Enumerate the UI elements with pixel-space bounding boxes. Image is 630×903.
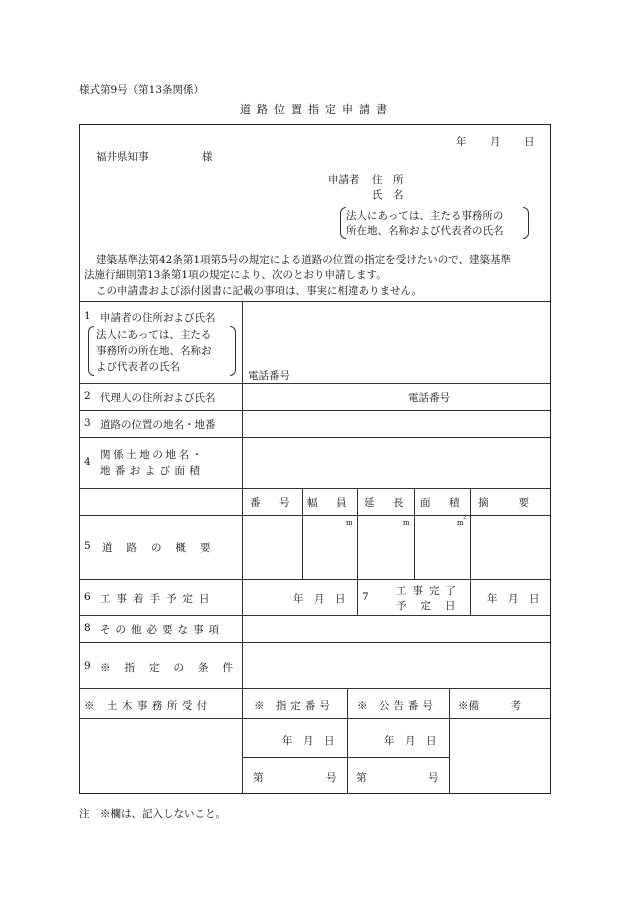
row9-label: ※指定の条件 xyxy=(100,662,247,674)
unit-width-m: m xyxy=(346,519,353,527)
row1-bracket-right xyxy=(230,326,236,376)
footer-note: 注 ※欄は、記入しないこと。 xyxy=(79,808,226,820)
notice-number-header: ※ 公告番号 xyxy=(357,700,437,712)
row5-label: 道路の概要 xyxy=(102,542,225,554)
row7-date[interactable]: 年 月 日 xyxy=(487,593,540,605)
designation-no-prefix: 第 xyxy=(253,772,264,784)
row7-label-line1: 工事完了 xyxy=(396,585,462,597)
rule-4 xyxy=(79,437,551,438)
rule-9 xyxy=(79,642,551,643)
row3-label: 道路の位置の地名・地番 xyxy=(100,419,216,431)
row2-label: 代理人の住所および氏名 xyxy=(100,392,216,404)
unit-length-m: m xyxy=(403,519,410,527)
vline-width xyxy=(357,488,358,615)
notice-no-suffix: 号 xyxy=(428,772,439,784)
row1-label: 申請者の住所および氏名 xyxy=(100,312,216,324)
addressee-name: 福井県知事 xyxy=(96,151,149,163)
row3-number: 3 xyxy=(84,417,91,429)
designation-date[interactable]: 年 月 日 xyxy=(282,735,335,747)
rule-1 xyxy=(79,301,551,302)
rule-6 xyxy=(79,515,551,516)
row7-number: 7 xyxy=(362,591,369,603)
row7-label-line2: 予定日 xyxy=(396,600,470,612)
row4-label-line1: 関係土地の地名・ xyxy=(100,449,205,461)
bracket-right xyxy=(523,207,529,239)
vline-number xyxy=(302,488,303,579)
row2-number: 2 xyxy=(84,390,91,402)
vline-length xyxy=(414,488,415,579)
unit-area-m: m xyxy=(457,519,464,527)
vline-area xyxy=(470,488,471,615)
rule-10 xyxy=(79,688,551,689)
designation-no-suffix: 号 xyxy=(326,772,337,784)
rule-8 xyxy=(79,615,551,616)
addressee-honorific: 様 xyxy=(202,151,213,163)
applicant-label: 申請者 xyxy=(328,174,360,186)
rule-2 xyxy=(79,383,551,384)
row9-number: 9 xyxy=(84,660,91,672)
notice-date[interactable]: 年 月 日 xyxy=(384,735,437,747)
header-remarks: 摘 要 xyxy=(478,497,532,509)
row1-note-line2: 事務所の所在地、名称お xyxy=(96,345,212,357)
row4-label-line2: 地番および面積 xyxy=(100,465,205,477)
row2-phone-label[interactable]: 電話番号 xyxy=(408,392,450,404)
unit-area-superscript: 2 xyxy=(463,515,467,521)
row6-date[interactable]: 年 月 日 xyxy=(293,593,346,605)
remarks-header: ※備 考 xyxy=(458,700,521,712)
form-number: 様式第9号（第13条関係） xyxy=(79,84,205,96)
page-title: 道路位置指定申請書 xyxy=(240,103,393,116)
header-length: 延 長 xyxy=(364,497,408,509)
rule-7 xyxy=(79,579,551,580)
rule-3 xyxy=(79,410,551,411)
corp-note-line2: 所在地、名称および代表者の氏名 xyxy=(346,225,504,237)
corp-note-line1: 法人にあっては、主たる事務所の xyxy=(346,210,504,222)
row5-number: 5 xyxy=(84,540,91,552)
row1-bracket-left xyxy=(88,326,94,376)
body-text-line3: この申請書および添付図書に記載の事項は、事実に相違ありません。 xyxy=(96,285,423,297)
header-number: 番 号 xyxy=(250,497,294,509)
row1-note-line1: 法人にあっては、主たる xyxy=(96,329,212,341)
rule-11 xyxy=(79,718,551,719)
applicant-address-label[interactable]: 住 所 xyxy=(372,174,404,186)
header-width: 幅 員 xyxy=(307,497,351,509)
row4-number: 4 xyxy=(84,456,91,468)
header-area: 面 積 xyxy=(420,497,464,509)
row1-note-line3: よび代表者の氏名 xyxy=(96,361,180,373)
vline-label xyxy=(242,301,243,794)
date-year-field[interactable]: 年 xyxy=(456,136,467,148)
notice-no-prefix: 第 xyxy=(356,772,367,784)
date-month-field[interactable]: 月 xyxy=(490,136,501,148)
row8-number: 8 xyxy=(84,622,91,634)
body-text-line2: 法施行細則第13条第1項の規定により、次のとおり申請します。 xyxy=(84,269,387,281)
row1-phone-label[interactable]: 電話番号 xyxy=(248,370,290,382)
vline-bottom-1 xyxy=(347,688,348,794)
office-reception-header: ※ 土木事務所受付 xyxy=(84,700,212,712)
row6-number: 6 xyxy=(84,591,91,603)
designation-number-header: ※ 指定番号 xyxy=(254,700,334,712)
row6-label: 工事着手予定日 xyxy=(100,593,216,605)
applicant-name-label[interactable]: 氏 名 xyxy=(372,189,404,201)
row8-label: その他必要な事項 xyxy=(100,624,224,636)
rule-12 xyxy=(242,757,449,758)
body-text-line1: 建築基準法第42条第1項第5号の規定による道路の位置の指定を受けたいので、建築基準 xyxy=(96,254,512,266)
vline-bottom-2 xyxy=(449,688,450,794)
date-day-field[interactable]: 日 xyxy=(524,136,535,148)
rule-5 xyxy=(79,488,551,489)
row1-number: 1 xyxy=(84,310,91,322)
